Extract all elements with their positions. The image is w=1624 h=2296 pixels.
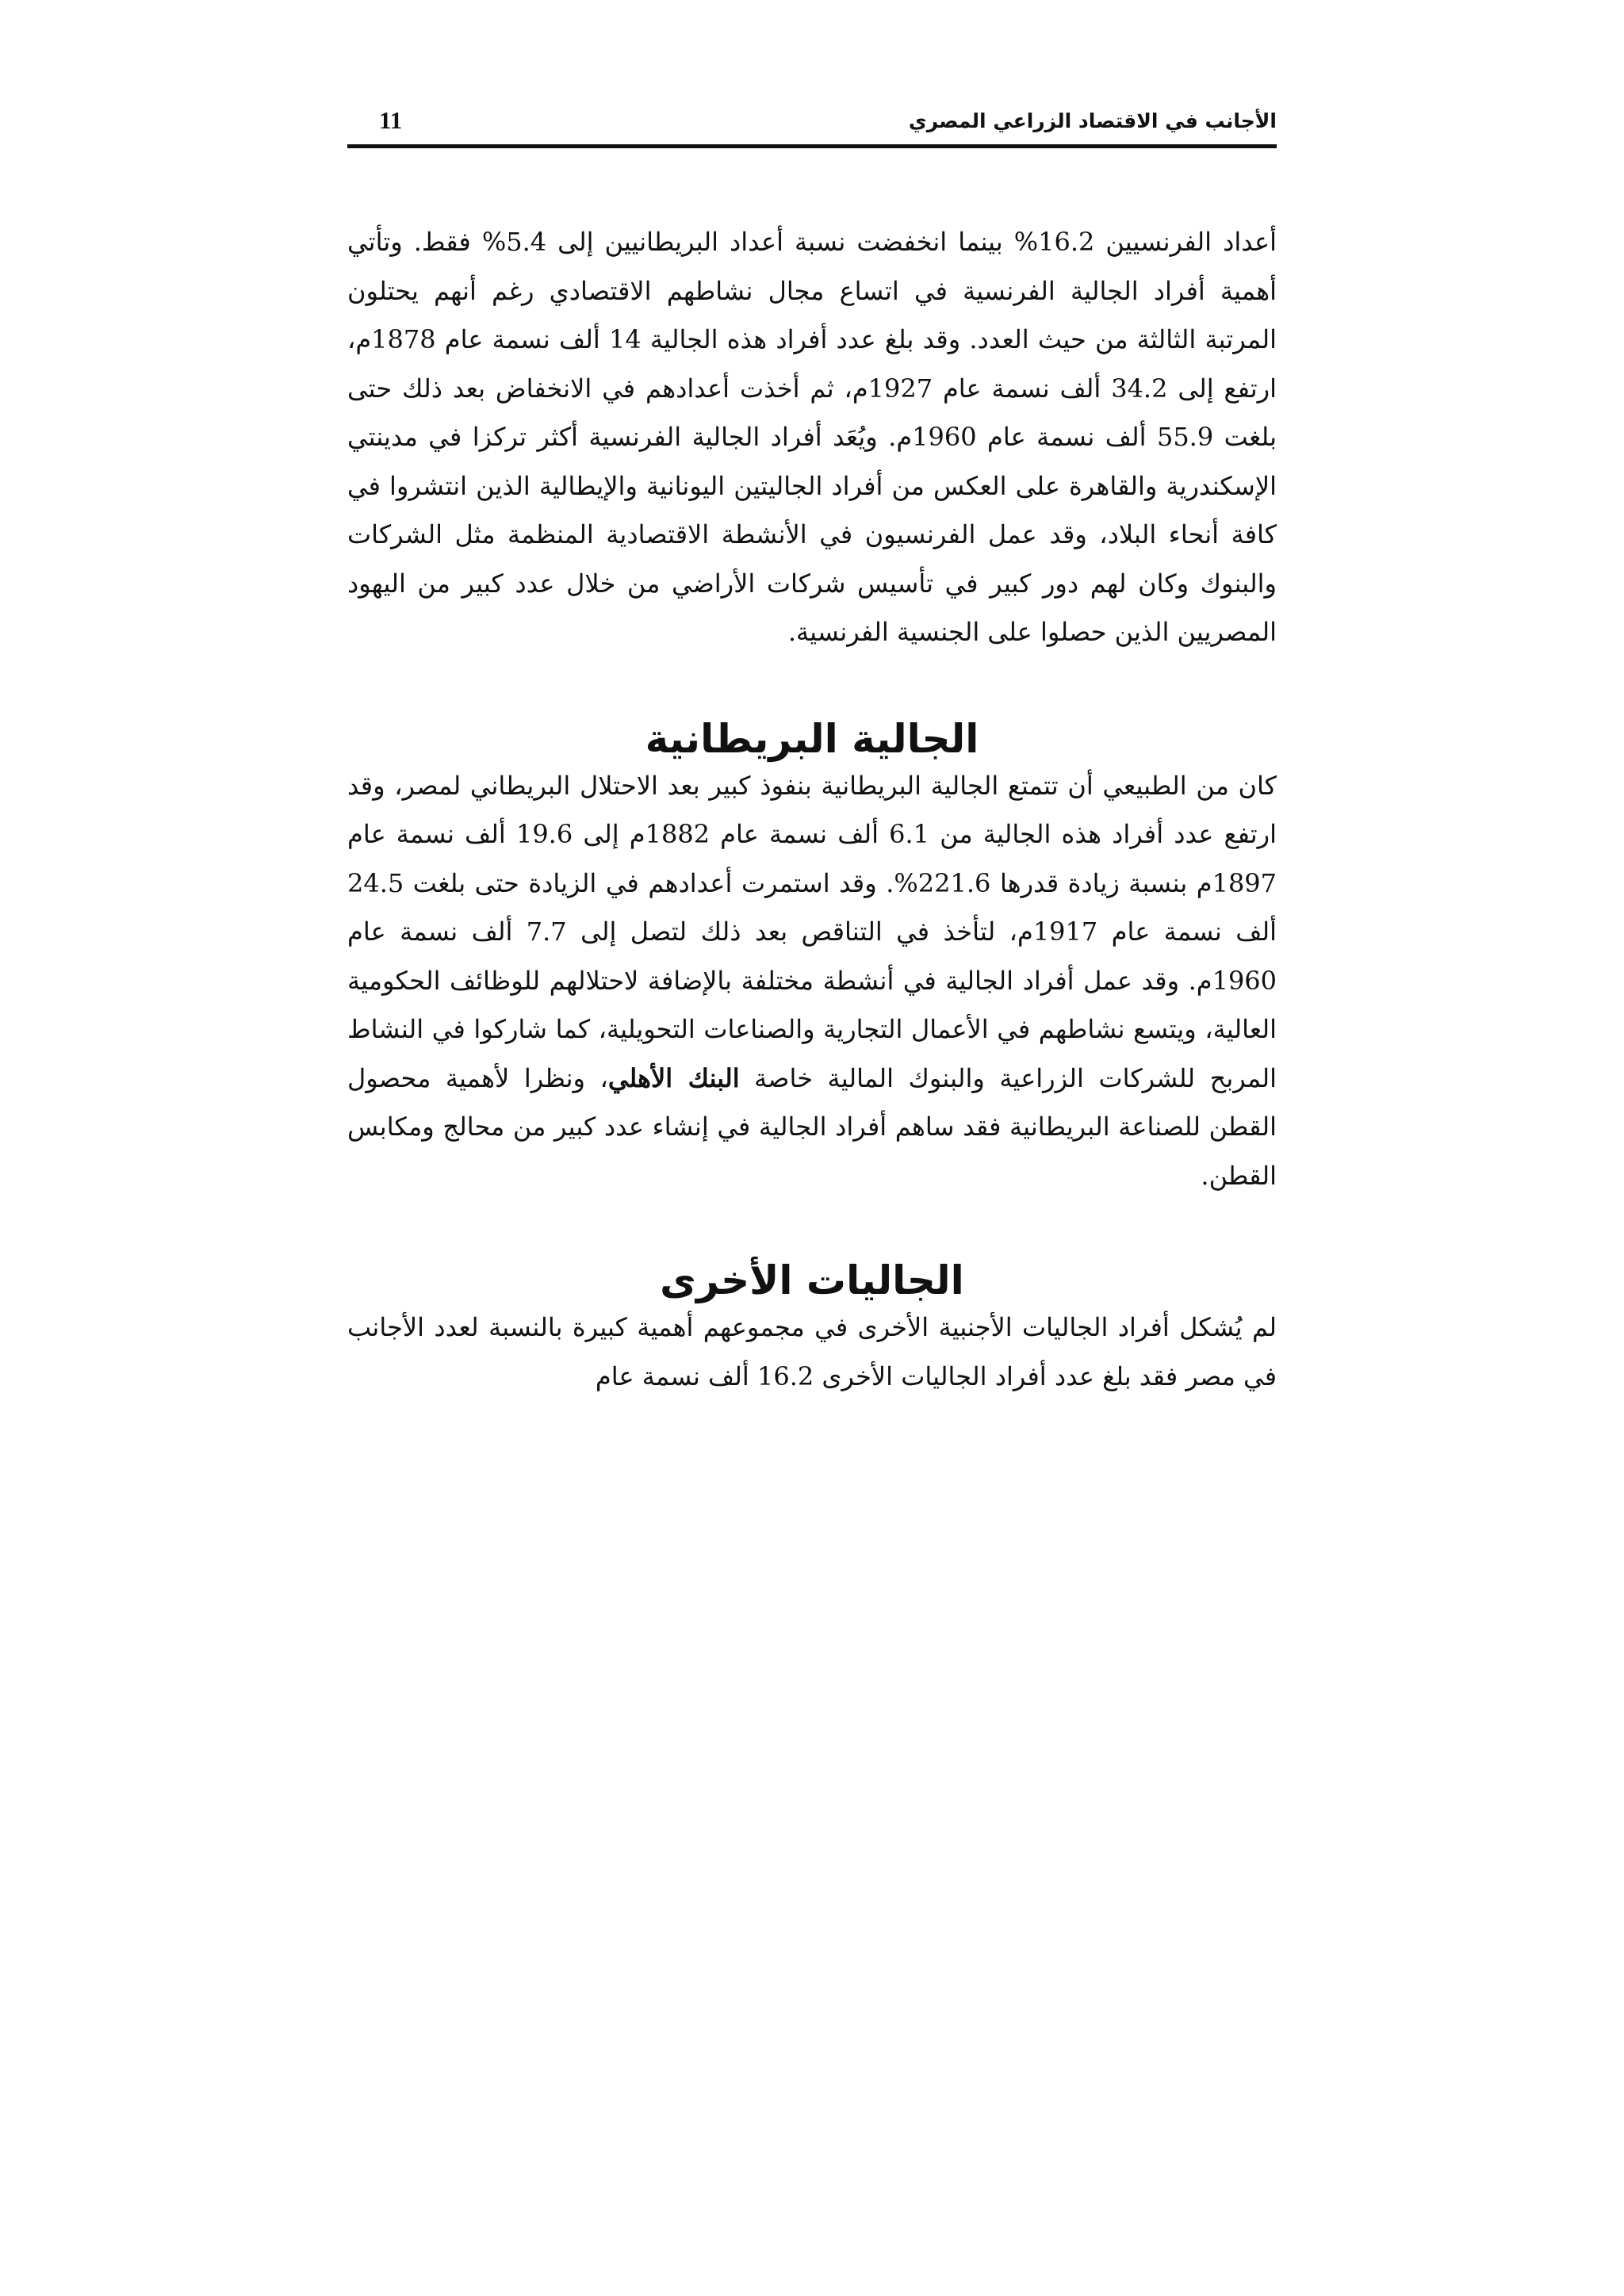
intro-paragraph: أعداد الفرنسيين 16.2% بينما انخفضت نسبة أعداد البريطانيين إلى 5.4% فقط. وتأتي أهمية أفراد الجالية الفرنسية في اتساع مجال نشاطهم الاقتصادي رغم أنهم يحتلون المرتبة الثالثة من حيث العدد. وقد بلغ عدد أفراد هذه الجالية 14 ألف نسمة عام 1878م، ارتفع إلى 34.2 ألف نسمة عام 1927م، ثم أخذت أعدادهم في الانخفاض بعد ذلك حتى بلغت 55.9 ألف نسمة عام 1960م. ويُعَد أفراد الجالية الفرنسية أكثر تركزا في مدينتي الإسكندرية والقاهرة على العكس من أفراد الجاليتين اليونانية والإيطالية الذين انتشروا في كافة أنحاء البلاد، وقد عمل الفرنسيون في الأنشطة الاقتصادية المنظمة مثل الشركات والبنوك وكان لهم دور كبير في تأسيس شركات الأراضي من خلال عدد كبير من اليهود المصريين الذين حصلوا على الجنسية الفرنسية. — [347, 227, 1277, 647]
page-body — [347, 218, 1277, 1401]
section-heading-british: الجالية البريطانية — [645, 715, 979, 762]
running-title: الأجانب في الاقتصاد الزراعي المصري — [908, 109, 1277, 132]
british-paragraph-text-2: ، ونظرا لأهمية محصول القطن للصناعة البريطانية فقد ساهم أفراد الجالية في إنشاء عدد كبير من محالج ومكابس القطن. — [347, 1062, 1277, 1191]
page-number: 11 — [379, 106, 403, 134]
section-heading-others: الجاليات الأخرى — [660, 1257, 964, 1303]
page-header — [347, 103, 1277, 148]
ahli-bank-term: البنك الأهلي — [607, 1062, 740, 1093]
others-paragraph: لم يُشكل أفراد الجاليات الأجنبية الأخرى في مجموعهم أهمية كبيرة بالنسبة لعدد الأجانب في مصر فقد بلغ عدد أفراد الجاليات الأخرى 16.2 ألف نسمة عام — [347, 1312, 1277, 1391]
british-paragraph — [347, 762, 1277, 1201]
british-paragraph-text-1: كان من الطبيعي أن تتمتع الجالية البريطانية بنفوذ كبير بعد الاحتلال البريطاني لمصر، وقد ارتفع عدد أفراد هذه الجالية من 6.1 ألف نسمة عام 1882م إلى 19.6 ألف نسمة عام 1897م بنسبة زيادة قدرها 221.6%. وقد استمرت أعدادهم في الزيادة حتى بلغت 24.5 ألف نسمة عام 1917م، لتأخذ في التناقص بعد ذلك لتصل إلى 7.7 ألف نسمة عام 1960م. وقد عمل أفراد الجالية في أنشطة مختلفة بالإضافة لاحتلالهم للوظائف الحكومية العالية، ويتسع نشاطهم في الأعمال التجارية والصناعات التحويلية، كما شاركوا في النشاط المربح للشركات الزراعية والبنوك المالية خاصة — [347, 770, 1277, 1093]
